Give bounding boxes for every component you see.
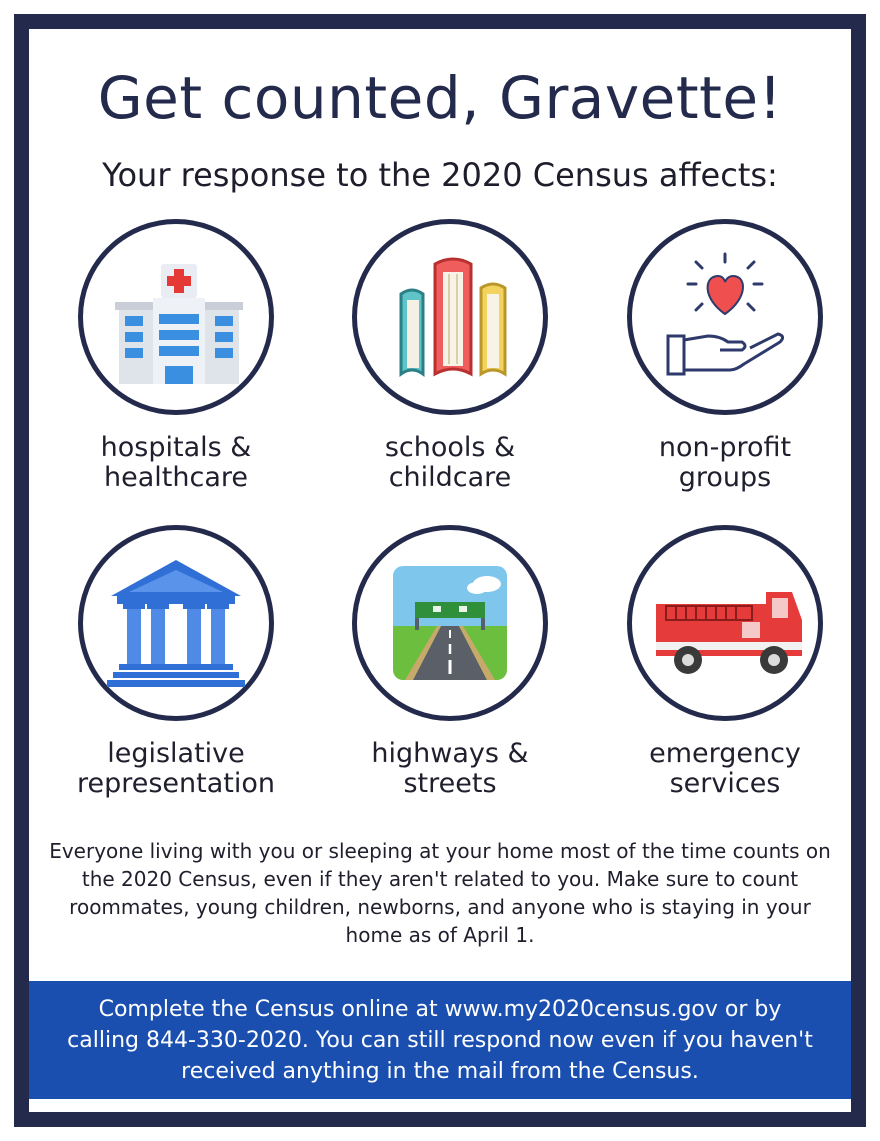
item-legislative (46, 525, 306, 799)
item-circle (78, 219, 274, 415)
body-paragraph: Everyone living with you or sleeping at your home most of the time counts on the 2020 Census, even if they aren't related to you. Make sure to count roommates, young children, newborns, and anyone who is staying in your home as of April 1. (49, 839, 831, 947)
item-label-highways: highways & streets (371, 738, 529, 799)
banner-text: Complete the Census online at www.my2020census.gov or by calling 844-330-2020. You can still respond now even if you haven't received anything in the mail from the Census. (67, 996, 813, 1084)
item-label-hospitals: hospitals & healthcare (100, 432, 252, 493)
page-subtitle: Your response to the 2020 Census affects: (102, 156, 778, 194)
item-label-legislative: legislative representation (76, 738, 276, 799)
government-building-icon (83, 530, 269, 716)
item-label-emergency: emergency services (649, 738, 801, 799)
item-circle (627, 525, 823, 721)
item-circle (627, 219, 823, 415)
item-circle (78, 525, 274, 721)
item-hospitals (46, 219, 306, 493)
books-icon (357, 224, 543, 410)
item-emergency (595, 525, 851, 799)
item-label-nonprofit: non-profit groups (658, 432, 792, 493)
item-circle (352, 525, 548, 721)
item-highways (320, 525, 580, 799)
item-nonprofit (595, 219, 851, 493)
page-title: Get counted, Gravette! (97, 64, 783, 132)
item-circle (352, 219, 548, 415)
fire-truck-icon (632, 530, 818, 716)
item-schools (320, 219, 580, 493)
call-to-action-banner (29, 981, 851, 1099)
hospital-icon (83, 224, 269, 410)
highway-icon (357, 530, 543, 716)
poster-frame (14, 14, 866, 1127)
heart-in-hand-icon (632, 224, 818, 410)
item-label-schools: schools & childcare (384, 432, 516, 493)
poster-content (29, 29, 851, 1112)
